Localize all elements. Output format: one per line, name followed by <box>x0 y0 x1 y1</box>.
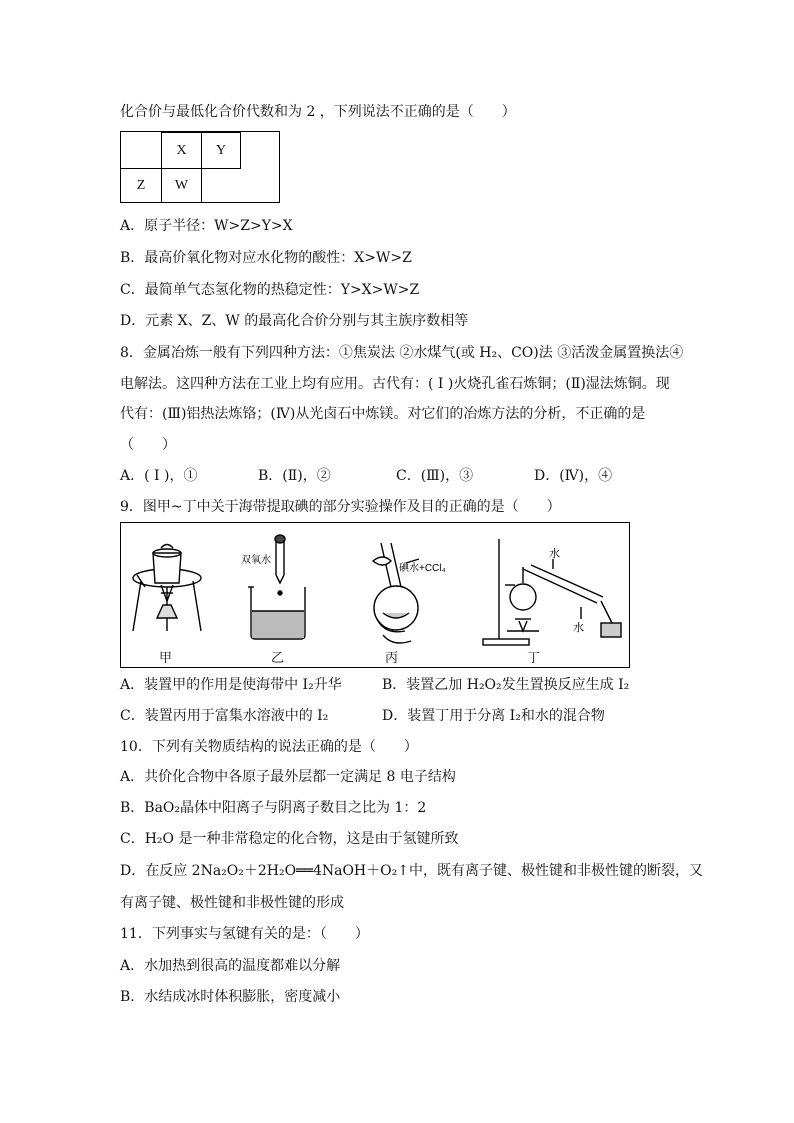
figure-label-bing: 丙 <box>385 651 399 666</box>
q8-option-b: B．(Ⅱ)，② <box>258 468 331 484</box>
q11-stem: 11．下列事实与氢键有关的是：（ ） <box>120 926 369 942</box>
apparatus-bing-icon <box>373 543 419 643</box>
q9-option-a: A．装置甲的作用是使海带中 I₂升华 <box>120 677 342 693</box>
q11-option-a: A．水加热到很高的温度都难以分解 <box>120 958 341 974</box>
q7-option-d: D．元素 X、Z、W 的最高化合价分别与其主族序数相等 <box>120 313 469 329</box>
q9-options-row-2 <box>120 706 680 726</box>
cell-w: W <box>161 168 202 203</box>
q10-option-b: B．BaO₂晶体中阳离子与阴离子数目之比为 1：2 <box>120 800 427 816</box>
q9-option-b: B．装置乙加 H₂O₂发生置换反应生成 I₂ <box>382 677 630 693</box>
cell-x: X <box>161 132 202 169</box>
apparatus-drawing <box>121 523 629 667</box>
apparatus-jia-icon <box>133 545 201 632</box>
q7-option-b: B．最高价氧化物对应水化物的酸性：X>W>Z <box>120 250 412 266</box>
water-label-bottom: 水 <box>573 622 584 634</box>
cell-y: Y <box>201 132 241 169</box>
q10-stem: 10．下列有关物质结构的说法正确的是（ ） <box>120 739 418 755</box>
experiment-figure <box>120 522 630 668</box>
q8-option-a: A．( I )，① <box>120 468 198 484</box>
reagent-label-b: 双氧水 <box>241 555 271 566</box>
q10-option-d-cont: 有离子键、极性键和非极性键的形成 <box>120 895 344 911</box>
figure-label-jia: 甲 <box>159 651 173 666</box>
q8-line-1: 8．金属冶炼一般有下列四种方法：①焦炭法 ②水煤气(或 H₂、CO)法 ③活泼金属置换法④ <box>120 345 684 361</box>
q10-option-d: D．在反应 2Na₂O₂＋2H₂O══4NaOH＋O₂↑中，既有离子键、极性键和非极性键的断裂，又 <box>120 863 703 879</box>
reagent-label-c: 碘水+CCl₄ <box>399 563 446 574</box>
water-label-top: 水 <box>549 548 560 560</box>
q8-option-c: C．(Ⅲ)，③ <box>396 468 474 484</box>
periodic-table-fragment <box>120 131 280 203</box>
q9-option-c: C．装置丙用于富集水溶液中的 I₂ <box>120 708 329 724</box>
q9-stem: 9．图甲~丁中关于海带提取碘的部分实验操作及目的正确的是（ ） <box>120 499 561 515</box>
q7-stem: 化合价与最低化合价代数和为 2 ，下列说法不正确的是（ ） <box>120 104 516 120</box>
q9-option-d: D．装置丁用于分离 I₂和水的混合物 <box>382 708 605 724</box>
q7-option-a: A．原子半径：W>Z>Y>X <box>120 218 293 234</box>
q10-option-c: C．H₂O 是一种非常稳定的化合物，这是由于氢键所致 <box>120 831 459 847</box>
q8-options <box>120 466 680 486</box>
q7-option-c: C．最简单气态氢化物的热稳定性：Y>X>W>Z <box>120 282 420 298</box>
q10-option-a: A．共价化合物中各原子最外层都一定满足 8 电子结构 <box>120 769 456 785</box>
q8-line-2: 电解法。这四种方法在工业上均有应用。古代有：( I )火烧孔雀石炼铜；(Ⅱ)湿法炼铜。现 <box>120 376 670 392</box>
cell-z: Z <box>120 168 162 203</box>
q8-line-4: （ ） <box>120 437 176 453</box>
q8-line-3: 代有：(Ⅲ)铝热法炼铬；(Ⅳ)从光卤石中炼镁。对它们的冶炼方法的分析，不正确的是 <box>120 406 646 422</box>
q11-option-b: B．水结成冰时体积膨胀，密度减小 <box>120 989 341 1005</box>
apparatus-yi-icon <box>248 535 305 639</box>
figure-label-yi: 乙 <box>271 651 285 666</box>
q9-options-row-1 <box>120 675 680 695</box>
q8-option-d: D．(Ⅳ)，④ <box>534 468 613 484</box>
figure-label-ding: 丁 <box>527 651 541 666</box>
